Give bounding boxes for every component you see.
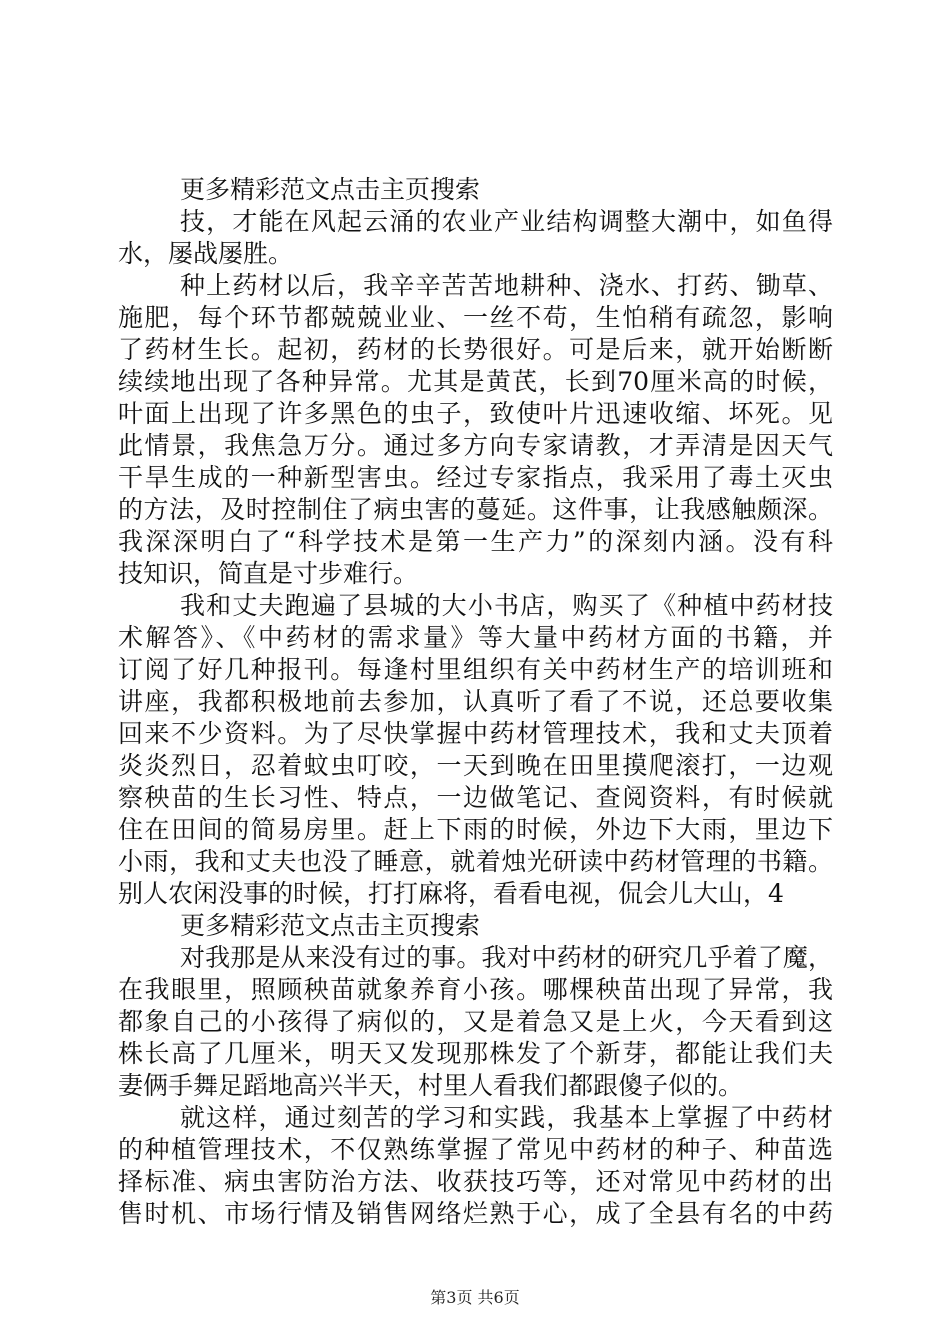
text-line: 的种植管理技术，不仅熟练掌握了常见中药材的种子、种苗选 <box>118 1135 833 1164</box>
text-line: 售时机、市场行情及销售网络烂熟于心，成了全县有名的中药 <box>118 1199 833 1228</box>
text-line: 技，才能在风起云涌的农业产业结构调整大潮中，如鱼得 <box>180 207 833 236</box>
text-line: 住在田间的简易房里。赶上下雨的时候，外边下大雨，里边下 <box>118 815 833 844</box>
text-line: 技知识，简直是寸步难行。 <box>118 559 419 588</box>
text-line: 株长高了几厘米，明天又发现那株发了个新芽，都能让我们夫 <box>118 1039 833 1068</box>
text-line: 种上药材以后，我辛辛苦苦地耕种、浇水、打药、锄草、 <box>180 271 833 300</box>
text-line: 别人农闲没事的时候，打打麻将，看看电视，侃会儿大山，4 <box>118 879 784 908</box>
text-line: 了药材生长。起初，药材的长势很好。可是后来，就开始断断 <box>118 335 833 364</box>
document-body <box>118 174 833 1230</box>
text-line: 续续地出现了各种异常。尤其是黄芪，长到70厘米高的时候， <box>118 367 833 396</box>
text-line: 施肥，每个环节都兢兢业业、一丝不苟，生怕稍有疏忽，影响 <box>118 303 833 332</box>
text-line: 回来不少资料。为了尽快掌握中药材管理技术，我和丈夫顶着 <box>118 719 833 748</box>
text-line: 察秧苗的生长习性、特点，一边做笔记、查阅资料，有时候就 <box>118 783 833 812</box>
text-line: 都象自己的小孩得了病似的，又是着急又是上火，今天看到这 <box>118 1007 833 1036</box>
text-line: 水，屡战屡胜。 <box>118 239 294 268</box>
text-line: 更多精彩范文点击主页搜索 <box>180 175 481 204</box>
text-line: 此情景，我焦急万分。通过多方向专家请教，才弄清是因天气 <box>118 431 833 460</box>
text-line: 在我眼里，照顾秧苗就象养育小孩。哪棵秧苗出现了异常，我 <box>118 975 833 1004</box>
text-line: 订阅了好几种报刊。每逢村里组织有关中药材生产的培训班和 <box>118 655 833 684</box>
text-line: 择标准、病虫害防治方法、收获技巧等，还对常见中药材的出 <box>118 1167 833 1196</box>
text-line: 术解答》、《中药材的需求量》等大量中药材方面的书籍，并 <box>118 623 833 652</box>
text-line: 就这样，通过刻苦的学习和实践，我基本上掌握了中药材 <box>180 1103 833 1132</box>
text-line: 小雨，我和丈夫也没了睡意，就着烛光研读中药材管理的书籍。 <box>118 847 833 876</box>
text-line: 叶面上出现了许多黑色的虫子，致使叶片迅速收缩、坏死。见 <box>118 399 833 428</box>
text-line: 我和丈夫跑遍了县城的大小书店，购买了《种植中药材技 <box>180 591 833 620</box>
text-line: 更多精彩范文点击主页搜索 <box>180 911 481 940</box>
page-footer: 第3页 共6页 <box>430 1288 520 1307</box>
text-line: 对我那是从来没有过的事。我对中药材的研究几乎着了魔， <box>180 943 833 972</box>
text-line: 我深深明白了“科学技术是第一生产力”的深刻内涵。没有科 <box>118 527 833 556</box>
text-line: 的方法，及时控制住了病虫害的蔓延。这件事，让我感触颇深。 <box>118 495 833 524</box>
text-line: 炎炎烈日，忍着蚊虫叮咬，一天到晚在田里摸爬滚打，一边观 <box>118 751 833 780</box>
text-line: 妻俩手舞足蹈地高兴半天，村里人看我们都跟傻子似的。 <box>118 1071 744 1100</box>
text-line: 讲座，我都积极地前去参加，认真听了看了不说，还总要收集 <box>118 687 833 716</box>
text-line: 干旱生成的一种新型害虫。经过专家指点，我采用了毒土灭虫 <box>118 463 833 492</box>
